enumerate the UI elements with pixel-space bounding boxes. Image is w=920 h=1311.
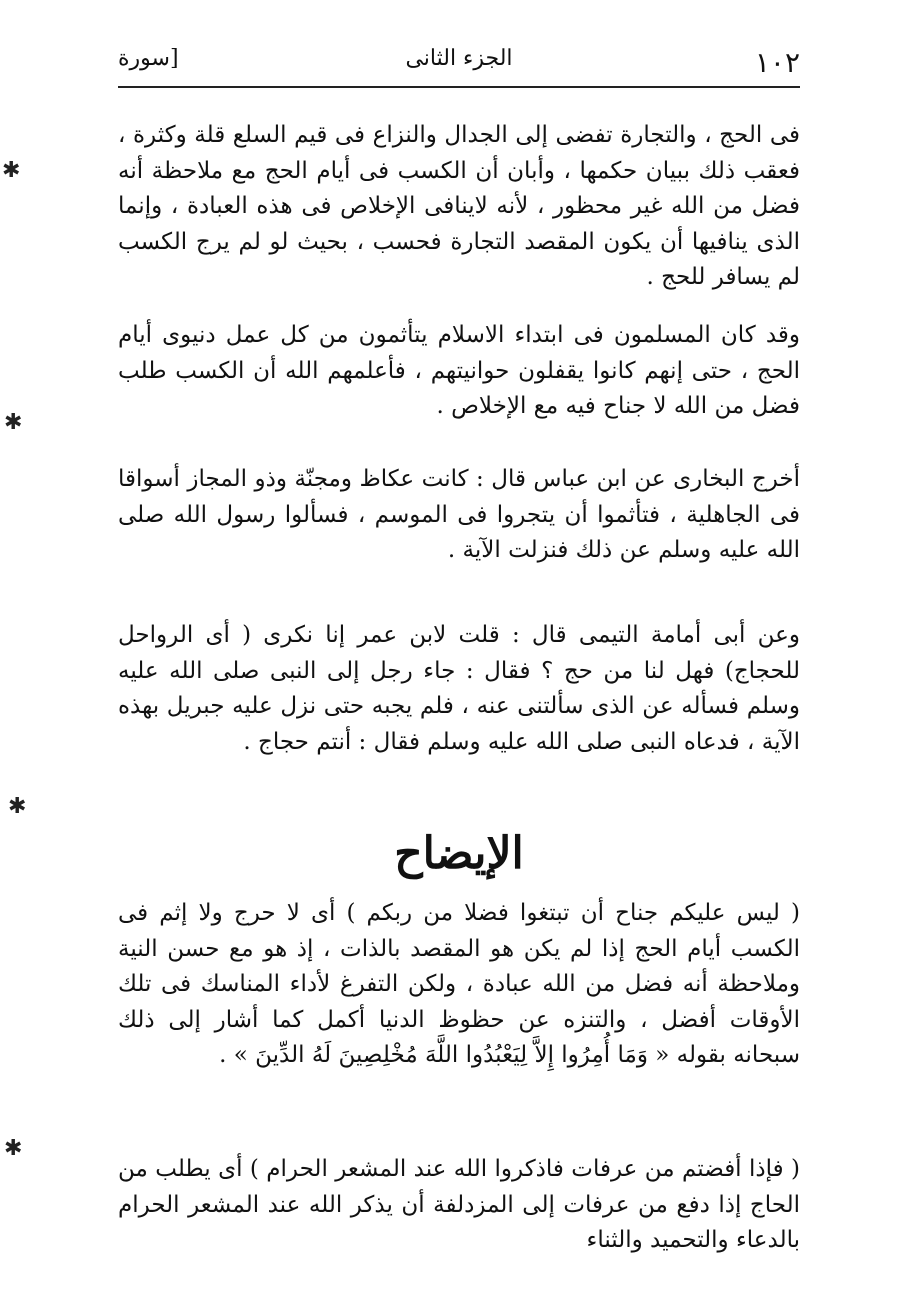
paragraph-abu-umama-hadith: وعن أبى أمامة التيمى قال : قلت لابن عمر إنا نكرى ( أى الرواحل للحجاج) فهل لنا من حج ؟ فقال : جاء رجل إلى النبى صلى الله عليه وسلم فسأله عن الذى سألتنى عنه ، فلم يجبه حتى نزل عليه جبريل بهذه الآية ، فدعاه النبى صلى الله عليه وسلم فقال : أنتم حجاج . — [118, 622, 800, 755]
scan-speck-icon: ✱ — [4, 410, 23, 435]
page-number: ١٠٢ — [754, 46, 800, 79]
scan-speck-icon: ✱ — [8, 794, 27, 819]
paragraph-bukhari-hadith: أخرج البخارى عن ابن عباس قال : كانت عكاظ ومجنّة وذو المجاز أسواقا فى الجاهلية ، فتأثموا أن يتجروا فى الموسم ، فسألوا رسول الله صلى الله عليه وسلم عن ذلك فنزلت الآية . — [118, 466, 800, 563]
section-heading: الإيضاح — [394, 828, 524, 879]
surah-label: [سورة — [118, 46, 179, 71]
header-divider — [118, 86, 800, 88]
scan-speck-icon: ✱ — [2, 158, 21, 183]
paragraph-context: فى الحج ، والتجارة تفضى إلى الجدال والنزاع فى قيم السلع قلة وكثرة ، فعقب ذلك ببيان حكمها ، وأبان أن الكسب فى أيام الحج مع ملاحظة أنه فضل من الله غير محظور ، لأنه لاينافى الإخلاص فى هذه العبادة ، وإنما الذى ينافيها أن يكون المقصد التجارة فحسب ، بحيث لو لم يرج الكسب لم يسافر للحج . — [118, 122, 800, 290]
scan-speck-icon: ✱ — [4, 1136, 23, 1161]
paragraph-early-muslims: وقد كان المسلمون فى ابتداء الاسلام يتأثمون من كل عمل دنيوى أيام الحج ، حتى إنهم كانوا يقفلون حوانيتهم ، فأعلمهم الله أن الكسب طلب فضل من الله لا جناح فيه مع الإخلاص . — [118, 322, 800, 419]
running-header — [118, 40, 800, 84]
explanation-paragraph: ( ليس عليكم جناح أن تبتغوا فضلا من ربكم ) أى لا حرج ولا إثم فى الكسب أيام الحج إذا لم يكن هو المقصد بالذات ، إذ هو مع حسن النية وملاحظة أنه فضل من الله عبادة ، ولكن التفرغ لأداء المناسك فى تلك الأوقات أفضل ، والتنزه عن حظوظ الدنيا أكمل كما أشار إلى ذلك سبحانه بقوله « وَمَا أُمِرُوا إِلاَّ لِيَعْبُدُوا اللَّهَ مُخْلِصِينَ لَهُ الدِّينَ » . — [118, 900, 800, 1068]
explanation-paragraph: ( فإذا أفضتم من عرفات فاذكروا الله عند المشعر الحرام ) أى يطلب من الحاج إذا دفع من عرفات إلى المزدلفة أن يذكر الله عند المشعر الحرام بالدعاء والتحميد والثناء — [118, 1156, 800, 1253]
running-title: الجزء الثانى — [405, 46, 513, 71]
